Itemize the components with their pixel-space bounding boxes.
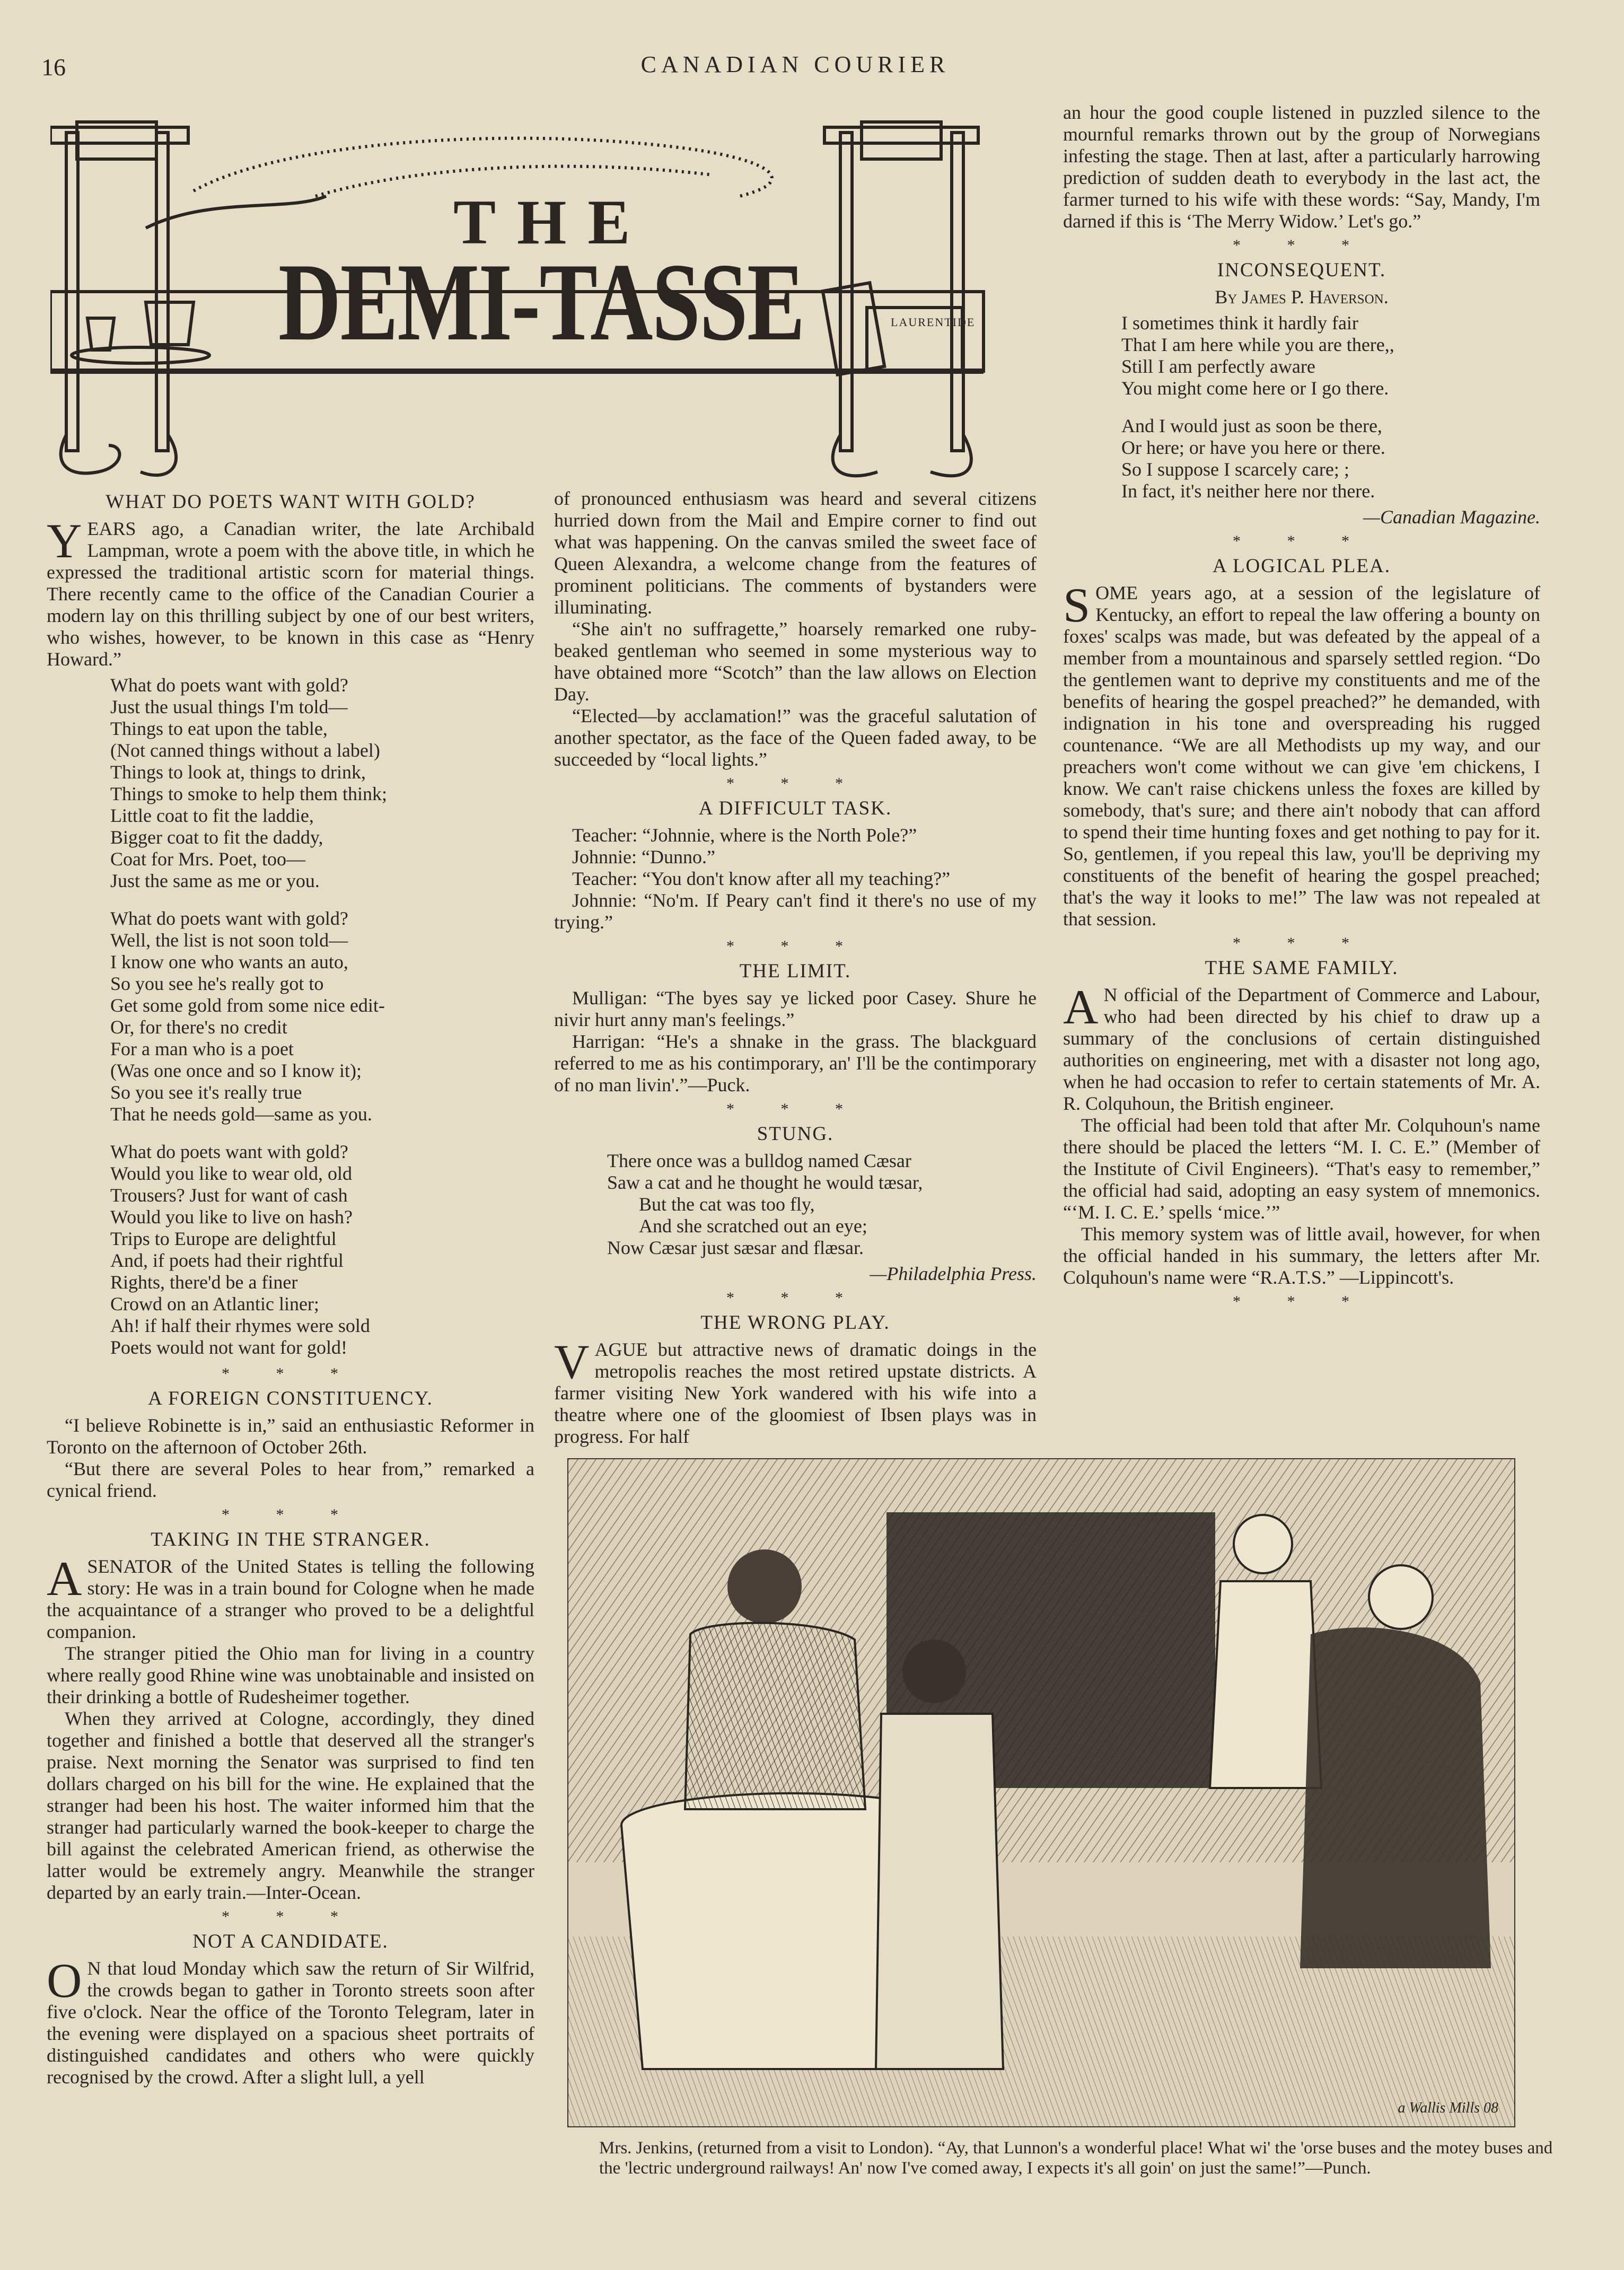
paragraph: N that loud Monday which saw the return of Sir Wilfrid, the crowds began to gather in Toronto streets soon after five o'clock. Near the office of the Toronto Telegram, later in the evening were displayed on a spacious sheet portraits of distinguished candidates and others who were quickly recognised by the crowd. After a slight lull, a yell — [47, 1958, 534, 2088]
section-divider: * * * — [222, 1908, 359, 1925]
poem-stanza-2: And I would just as soon be there, Or here; or have you here or there. So I suppose I scarcely care; ; In fact, it's neither here nor there. — [1121, 415, 1385, 502]
attribution: —Philadelphia Press. — [870, 1263, 1037, 1284]
drop-cap: O — [47, 1953, 82, 2008]
cartoon-drawing — [568, 1459, 1515, 2127]
section-divider: * * * — [1233, 532, 1371, 550]
section-divider: * * * — [1233, 1293, 1371, 1310]
paragraph: AGUE but attractive news of dramatic doings in the metropolis reaches the most retired upstate districts. A farmer visiting New York wandered with his wife into a theatre where one of the gloomiest of Ibsen plays was in progress. For half — [554, 1339, 1037, 1447]
drop-cap: A — [47, 1552, 82, 1606]
headline-taking-in-stranger: TAKING IN THE STRANGER. — [151, 1529, 431, 1550]
section-divider: * * * — [1233, 236, 1371, 254]
poem-stanza-2: What do poets want with gold? Well, the list is not soon told— I know one who wants an auto, So you see he's really got to Get some gold from some nice edit- Or, for there's no credit For a man who is a poet (Was one once and so I know it); So you see it's really true That he needs gold—same as you. — [110, 908, 385, 1125]
byline: By James P. Haverson. — [1215, 286, 1389, 308]
masthead-title-large: DEMI-TASSE — [278, 241, 804, 364]
headline-foreign-constituency: A FOREIGN CONSTITUENCY. — [148, 1388, 433, 1409]
cartoon-caption: Mrs. Jenkins, (returned from a visit to London). “Ay, that Lunnon's a wonderful place! What wi' the 'orse buses and the motey buses and the 'lectric underground railways! An' now I've comed away, I expects it's all goin' on just the same!”—Punch. — [599, 2138, 1553, 2178]
headline-the-limit: THE LIMIT. — [739, 960, 851, 982]
section-divider: * * * — [726, 1100, 864, 1118]
section-divider: * * * — [222, 1365, 359, 1382]
masthead-title-small: THE — [453, 187, 652, 257]
column-1 — [47, 488, 534, 2088]
paragraph: The stranger pitied the Ohio man for living in a country where really good Rhine wine was unobtainable and insisted on their drinking a bottle of Rudesheimer together. — [47, 1643, 534, 1707]
headline-wrong-play: THE WRONG PLAY. — [700, 1312, 890, 1334]
paragraph: N official of the Department of Commerce and Labour, who had been directed by his chief to draw up a summary of the conclusions of certain distinguished authorities on engineering, met with a disaster not long ago, when he had occasion to refer to certain statements of Mr. A. R. Colquhoun, the British engineer. — [1063, 984, 1540, 1114]
headline-poets-gold: WHAT DO POETS WANT WITH GOLD? — [106, 491, 476, 513]
section-divider: * * * — [726, 1289, 864, 1307]
artist-signature: a Wallis Mills 08 — [1398, 2100, 1498, 2116]
drop-cap: S — [1063, 578, 1091, 632]
section-divider: * * * — [222, 1506, 359, 1523]
drop-cap: Y — [47, 514, 82, 568]
section-divider: * * * — [726, 775, 864, 792]
column-2 — [554, 488, 1037, 1448]
section-divider: * * * — [1233, 934, 1371, 952]
headline-not-a-candidate: NOT A CANDIDATE. — [192, 1931, 389, 1952]
headline-stung: STUNG. — [757, 1123, 834, 1145]
attribution: —Canadian Magazine. — [1363, 506, 1540, 528]
page-number: 16 — [41, 54, 66, 81]
column-3 — [1063, 102, 1540, 1314]
paragraph: The official had been told that after Mr. Colquhoun's name there should be placed the letters “M. I. C. E.” (Member of the Institute of Civil Engineers). “That's easy to remember,” the official had said, adopting an easy system of mnemonics. “‘M. I. C. E.’ spells ‘mice.’” — [1063, 1115, 1540, 1223]
dialogue-line: Teacher: “You don't know after all my teaching?” — [572, 868, 951, 889]
limerick: There once was a bulldog named Cæsar Saw a cat and he thought he would tæsar, But the cat was too fly, And she scratched out an eye; Now Cæsar just sæsar and flæsar. — [607, 1150, 923, 1258]
paragraph: of pronounced enthusiasm was heard and several citizens hurried down from the Mail and Empire corner to find out what was happening. On the canvas smiled the sweet face of Queen Alexandra, a welcome change from the features of prominent politicians. The comments of bystanders were illuminating. — [554, 488, 1037, 618]
masthead-banner — [50, 106, 1058, 488]
paragraph: “I believe Robinette is in,” said an enthusiastic Reformer in Toronto on the afternoon of October 26th. — [47, 1415, 534, 1458]
paragraph: Mulligan: “The byes say ye licked poor Casey. Shure he nivir hurt anny man's feelings.” — [554, 987, 1037, 1030]
poets-intro: EARS ago, a Canadian writer, the late Archibald Lampman, wrote a poem with the above title, in which he expressed the traditional artistic scorn for material things. There recently came to the office of the Canadian Courier a modern lay on this thrilling subject by one of our best writers, who wishes, however, to be known in this case as “Henry Howard.” — [47, 518, 534, 670]
drop-cap: A — [1063, 980, 1099, 1034]
paragraph: “But there are several Poles to hear from,” remarked a cynical friend. — [47, 1458, 534, 1501]
dialogue-line: Teacher: “Johnnie, where is the North Pole?” — [572, 825, 917, 846]
headline-difficult-task: A DIFFICULT TASK. — [698, 797, 892, 819]
poem-stanza-3: What do poets want with gold? Would you like to wear old, old Trousers? Just for want of cash Would you like to live on hash? Trips to Europe are delightful And, if poets had their rightful Rights, there'd be a finer Crowd on an Atlantic liner; Ah! if half their rhymes were sold Poets would not want for gold! — [110, 1141, 370, 1358]
paragraph: an hour the good couple listened in puzzled silence to the mournful remarks thrown out by the group of Norwegians infesting the stage. Then at last, after a particularly harrowing prediction of sudden death to everybody in the last act, the farmer turned to his wife with these words: “Say, Mandy, I'm darned if this is ‘The Merry Widow.’ Let's go.” — [1063, 102, 1540, 232]
cigar-box-label: LAURENTIDE — [891, 315, 976, 329]
poem-stanza-1: What do poets want with gold? Just the usual things I'm told— Things to eat upon the table, (Not canned things without a label) Things to look at, things to drink, Things to smoke to help them think; Little coat to fit the laddie, Bigger coat to fit the daddy, Coat for Mrs. Poet, too— Just the same as me or you. — [110, 674, 387, 891]
paragraph: When they arrived at Cologne, accordingly, they dined together and finished a bottle that deserved all the stranger's praise. Next morning the Senator was surprised to find ten dollars charged on his bill for the wine. He explained that the stranger had been his host. The waiter informed him that the stranger had particularly warned the book-keeper to charge the bill against the celebrated American friend, as otherwise the latter would be extremely angry. Meanwhile the stranger departed by an early train.—Inter-Ocean. — [47, 1708, 534, 1903]
section-divider: * * * — [726, 937, 864, 955]
paragraph: This memory system was of little avail, however, for when the official handed in his summary, the letters after Mr. Colquhoun's name were “R.A.T.S.” —Lippincott's. — [1063, 1223, 1540, 1288]
running-title: CANADIAN COURIER — [640, 51, 950, 77]
paragraph: “She ain't no suffragette,” hoarsely remarked one ruby-beaked gentleman who seemed in some mysterious way to have obtained more “Scotch” than the law allows on Election Day. — [554, 618, 1037, 705]
poem-stanza-1: I sometimes think it hardly fair That I am here while you are there,, Still I am perfectly aware You might come here or I go there. — [1121, 312, 1394, 399]
headline-logical-plea: A LOGICAL PLEA. — [1213, 555, 1391, 577]
paragraph: SENATOR of the United States is telling the following story: He was in a train bound for Cologne when he made the acquaintance of a stranger who proved to be a delightful companion. — [47, 1556, 534, 1642]
headline-same-family: THE SAME FAMILY. — [1205, 957, 1399, 979]
paragraph: “Elected—by acclamation!” was the graceful salutation of another spectator, as the face of the Queen faded away, to be succeeded by “local lights.” — [554, 705, 1037, 770]
dialogue-line: Johnnie: “Dunno.” — [572, 846, 715, 867]
paragraph: Harrigan: “He's a shnake in the grass. The blackguard referred to me as his contimporary, an' I'll be the contimporary of no man livin'.”—Puck. — [554, 1031, 1037, 1095]
headline-inconsequent: INCONSEQUENT. — [1217, 259, 1386, 281]
drop-cap: V — [554, 1335, 590, 1389]
paragraph: OME years ago, at a session of the legislature of Kentucky, an effort to repeal the law offering a bounty on foxes' scalps was made, but was defeated by the appeal of a member from a mountainous and sparsely settled region. “Do the gentlemen want to deprive my constituents and me of the benefits of hearing the gospel preached?” he demanded, with indignation in his tone and overspreading his rugged countenance. “We are all Methodists up my way, and our preachers won't come without we can give 'em chickens, I know. We can't raise chickens unless the foxes are killed by somebody, that's sure; and there ain't nobody that can afford to spend their time hunting foxes and get nothing to pay for it. So, gentlemen, if you repeal this law, you'll be depriving my constituents of the benefit of hearing the gospel preached; that's the way it looks to me!” The law was not repealed at that session. — [1063, 582, 1540, 930]
dialogue-line: Johnnie: “No'm. If Peary can't find it there's no use of my trying.” — [554, 890, 1037, 933]
cartoon-illustration — [567, 1458, 1515, 2127]
